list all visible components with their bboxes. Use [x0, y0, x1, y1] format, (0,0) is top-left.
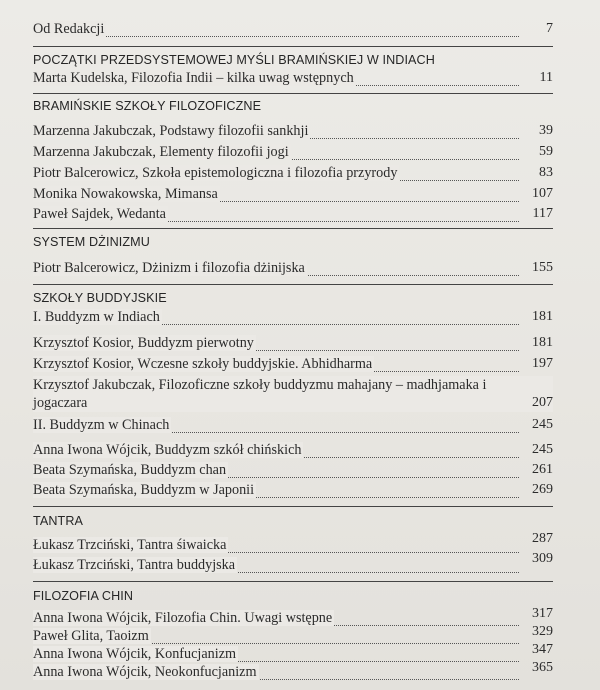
toc-entry [33, 259, 553, 277]
toc-entry-title: Piotr Balcerowicz, Dżinizm i filozofia dżinijska [33, 260, 305, 276]
toc-entry-title: Paweł Glita, Taoizm [33, 628, 149, 644]
section-divider [33, 93, 553, 94]
section-divider [33, 284, 553, 285]
toc-entry-title: Beata Szymańska, Buddyzm w Japonii [33, 482, 255, 498]
toc-entry-page: 117 [532, 206, 553, 221]
toc-entry [33, 376, 553, 412]
toc-entry-title: Piotr Balcerowicz, Szkoła epistemologiczna i filozofia przyrody [33, 165, 398, 181]
toc-entry [33, 143, 553, 161]
toc-entry-page: 261 [532, 462, 553, 477]
toc-entry-page: 197 [532, 356, 553, 371]
toc-entry [33, 205, 553, 223]
toc-entry-title: Łukasz Trzciński, Tantra śiwaicka [33, 537, 227, 553]
section-heading: FILOZOFIA CHIN [33, 589, 134, 603]
section-heading: BRAMIŃSKIE SZKOŁY FILOZOFICZNE [33, 99, 262, 113]
section-divider [33, 506, 553, 507]
toc-entry-title: II. Buddyzm w Chinach [33, 417, 170, 433]
toc-entry [33, 551, 553, 574]
toc-entry-page: 245 [532, 417, 553, 432]
toc-entry [33, 355, 553, 373]
toc-entry-title: Marta Kudelska, Filozofia Indii – kilka uwag wstępnych [33, 70, 354, 86]
toc-entry [33, 334, 553, 352]
toc-entry-title: Monika Nowakowska, Mimansa [33, 186, 218, 202]
toc-entry-page: 309 [532, 551, 553, 566]
toc-entry-title: I. Buddyzm w Indiach [33, 309, 160, 325]
toc-entry-page: 287 [532, 531, 553, 546]
toc-entry [33, 461, 553, 479]
toc-entry-page: 39 [539, 123, 553, 138]
toc-entry-editorial [33, 20, 553, 38]
toc-entry [33, 481, 553, 499]
toc-entry [33, 660, 553, 681]
toc-entry [33, 531, 553, 554]
toc-entry-title: Anna Iwona Wójcik, Konfucjanizm [33, 646, 237, 662]
toc-entry-page: 269 [532, 482, 553, 497]
toc-entry-title: Anna Iwona Wójcik, Neokonfucjanizm [33, 664, 257, 680]
section-divider [33, 228, 553, 229]
table-of-contents [33, 18, 553, 681]
toc-entry-page: 181 [532, 309, 553, 324]
toc-entry-title: Krzysztof Kosior, Buddyzm pierwotny [33, 335, 254, 351]
toc-entry-page: 107 [532, 186, 553, 201]
toc-entry-page: 245 [532, 442, 553, 457]
toc-entry [33, 416, 553, 434]
toc-entry-page: 329 [532, 624, 553, 639]
toc-entry-page: 365 [532, 660, 553, 675]
toc-entry [33, 308, 553, 326]
toc-entry-page: 59 [539, 144, 553, 159]
section-divider [33, 46, 553, 47]
toc-entry [33, 606, 553, 627]
toc-entry [33, 441, 553, 459]
toc-entry-title: Marzenna Jakubczak, Elementy filozofii jogi [33, 144, 289, 160]
toc-entry-page: 207 [532, 395, 553, 410]
toc-entry [33, 642, 553, 663]
toc-entry-title: Paweł Sajdek, Wedanta [33, 206, 166, 222]
toc-entry-page: 347 [532, 642, 553, 657]
section-heading: SYSTEM DŻINIZMU [33, 235, 150, 249]
toc-entry-page: 83 [539, 165, 553, 180]
toc-entry [33, 624, 553, 645]
toc-entry-page: 317 [532, 606, 553, 621]
toc-entry [33, 122, 553, 140]
toc-entry-page: 7 [546, 21, 553, 36]
toc-entry-page: 181 [532, 335, 553, 350]
toc-entry [33, 164, 553, 182]
section-heading: TANTRA [33, 514, 84, 528]
toc-entry-title: Krzysztof Jakubczak, Filozoficzne szkoły buddyzmu mahajany – madhjamaka i jogaczara [33, 376, 553, 412]
toc-entry [33, 69, 553, 87]
section-heading: POCZĄTKI PRZEDSYSTEMOWEJ MYŚLI BRAMIŃSKIEJ W INDIACH [33, 53, 435, 67]
toc-entry-title: Od Redakcji [33, 21, 105, 37]
toc-entry-title: Beata Szymańska, Buddyzm chan [33, 462, 227, 478]
toc-entry-title: Marzenna Jakubczak, Podstawy filozofii sankhji [33, 123, 309, 139]
toc-entry-title: Anna Iwona Wójcik, Buddyzm szkół chińskich [33, 442, 302, 458]
toc-entry-title: Krzysztof Kosior, Wczesne szkoły buddyjskie. Abhidharma [33, 356, 373, 372]
section-divider [33, 581, 553, 582]
section-heading: SZKOŁY BUDDYJSKIE [33, 291, 167, 305]
toc-entry-page: 11 [539, 70, 553, 85]
toc-entry-page: 155 [532, 260, 553, 275]
toc-entry-title: Anna Iwona Wójcik, Filozofia Chin. Uwagi wstępne [33, 610, 333, 626]
toc-entry [33, 185, 553, 203]
toc-entry-title: Łukasz Trzciński, Tantra buddyjska [33, 557, 236, 573]
